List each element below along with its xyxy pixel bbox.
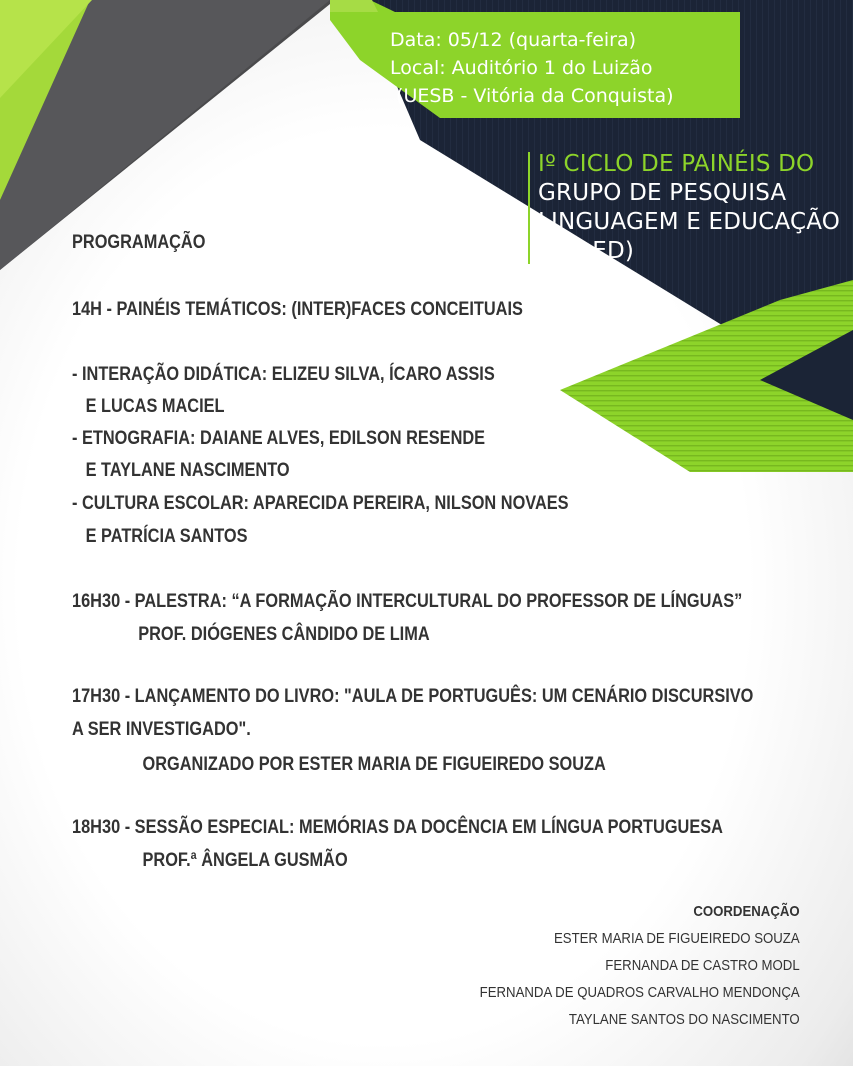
program-item: - CULTURA ESCOLAR: APARECIDA PEREIRA, NILSON NOVAES [72,493,569,514]
event-location: Local: Auditório 1 do Luizão [390,57,653,79]
event-info [390,26,730,110]
program-item: E LUCAS MACIEL [72,396,225,417]
event-title-line4: (GPLED) [538,238,635,264]
event-title-line2: GRUPO DE PESQUISA [538,180,787,206]
coordination-section [436,898,800,1033]
event-title [528,150,848,266]
program-item: - ETNOGRAFIA: DAIANE ALVES, EDILSON RESENDE [72,428,486,449]
program-item: - INTERAÇÃO DIDÁTICA: ELIZEU SILVA, ÍCARO ASSIS [72,364,495,385]
program-item: 14H - PAINÉIS TEMÁTICOS: (INTER)FACES CONCEITUAIS [72,299,523,320]
program-item: 18H30 - SESSÃO ESPECIAL: MEMÓRIAS DA DOCÊNCIA EM LÍNGUA PORTUGUESA [72,817,723,838]
program-item: ORGANIZADO POR ESTER MARIA DE FIGUEIREDO SOUZA [142,754,606,775]
coordinator-name: TAYLANE SANTOS DO NASCIMENTO [569,1011,800,1028]
program-item: A SER INVESTIGADO". [72,719,251,740]
coordination-title: COORDENAÇÃO [693,903,800,920]
coordinator-name: FERNANDA DE QUADROS CARVALHO MENDONÇA [479,984,800,1001]
title-accent-bar [528,152,530,264]
program-heading: PROGRAMAÇÃO [72,232,206,253]
event-title-line3: LINGUAGEM E EDUCAÇÃO [538,209,841,235]
program-item: E TAYLANE NASCIMENTO [72,460,290,481]
coordinator-name: ESTER MARIA DE FIGUEIREDO SOUZA [554,930,800,947]
program-item: PROF. DIÓGENES CÂNDIDO DE LIMA [138,624,430,645]
event-institution: (UESB - Vitória da Conquista) [390,85,674,107]
program-item: 16H30 - PALESTRA: “A FORMAÇÃO INTERCULTURAL DO PROFESSOR DE LÍNGUAS” [72,591,743,612]
event-date: Data: 05/12 (quarta-feira) [390,29,637,51]
program-item: E PATRÍCIA SANTOS [72,526,248,547]
program-item: PROF.ª ÂNGELA GUSMÃO [142,850,348,871]
event-title-line1: Iº CICLO DE PAINÉIS DO [538,151,815,177]
program-item: 17H30 - LANÇAMENTO DO LIVRO: "AULA DE PORTUGUÊS: UM CENÁRIO DISCURSIVO [72,686,754,707]
green-header-banner-light [330,0,378,12]
coordinator-name: FERNANDA DE CASTRO MODL [605,957,800,974]
